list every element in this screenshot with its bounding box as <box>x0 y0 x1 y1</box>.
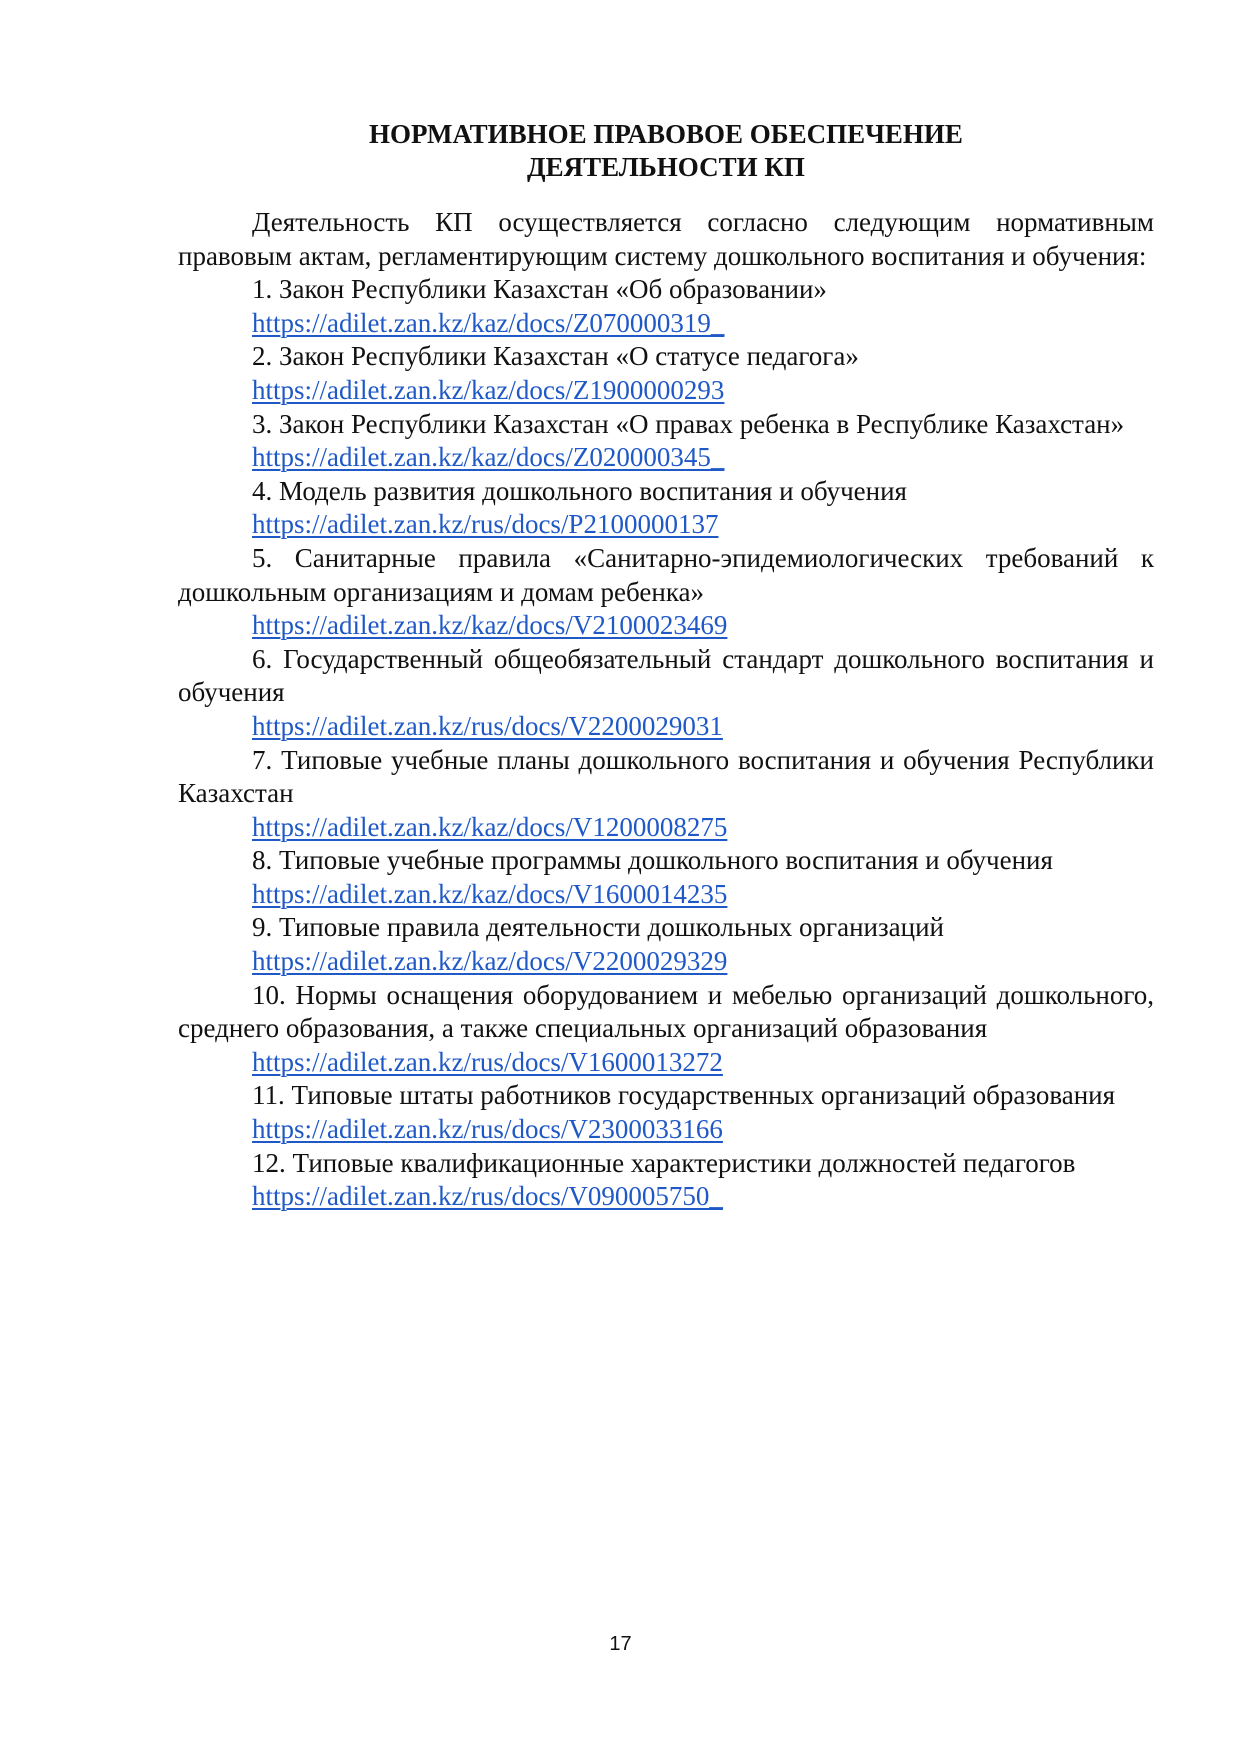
legal-act-item-3: 3. Закон Республики Казахстан «О правах ребенка в Республике Казахстан» <box>252 408 1125 439</box>
legal-act-link-12[interactable]: https://adilet.zan.kz/rus/docs/V090005750_ <box>252 1181 723 1212</box>
legal-act-link-1[interactable]: https://adilet.zan.kz/kaz/docs/Z070000319_ <box>252 307 725 338</box>
legal-act-link-8[interactable]: https://adilet.zan.kz/kaz/docs/V1600014235 <box>252 878 728 909</box>
page-number: 17 <box>609 1633 632 1655</box>
legal-act-link-11[interactable]: https://adilet.zan.kz/rus/docs/V2300033166 <box>252 1114 723 1145</box>
legal-act-item-12: 12. Типовые квалификационные характеристики должностей педагогов <box>252 1147 1076 1178</box>
legal-act-link-10[interactable]: https://adilet.zan.kz/rus/docs/V1600013272 <box>252 1046 723 1077</box>
document-title <box>178 118 1154 184</box>
legal-act-item-8: 8. Типовые учебные программы дошкольного воспитания и обучения <box>252 845 1053 876</box>
legal-act-item-2: 2. Закон Республики Казахстан «О статусе педагога» <box>252 341 859 372</box>
legal-act-item-10: 10. Нормы оснащения оборудованием и мебелью организаций дошкольного, среднего образования, а также специальных организаций образования <box>178 979 1154 1044</box>
title-line-2: ДЕЯТЕЛЬНОСТИ КП <box>527 152 805 182</box>
legal-act-link-3[interactable]: https://adilet.zan.kz/kaz/docs/Z020000345_ <box>252 442 725 473</box>
legal-act-link-7[interactable]: https://adilet.zan.kz/kaz/docs/V1200008275 <box>252 811 728 842</box>
legal-act-item-4: 4. Модель развития дошкольного воспитания и обучения <box>252 475 907 506</box>
legal-act-link-9[interactable]: https://adilet.zan.kz/kaz/docs/V2200029329 <box>252 946 728 977</box>
legal-act-link-5[interactable]: https://adilet.zan.kz/kaz/docs/V2100023469 <box>252 610 728 641</box>
intro-paragraph: Деятельность КП осуществляется согласно следующим нормативным правовым актам, регламентирующим систему дошкольного воспитания и обучения: <box>178 207 1154 271</box>
title-line-1: НОРМАТИВНОЕ ПРАВОВОЕ ОБЕСПЕЧЕНИЕ <box>369 119 963 149</box>
legal-act-item-7: 7. Типовые учебные планы дошкольного воспитания и обучения Республики Казахстан <box>178 744 1154 809</box>
legal-act-link-2[interactable]: https://adilet.zan.kz/kaz/docs/Z1900000293 <box>252 374 725 405</box>
legal-act-item-11: 11. Типовые штаты работников государственных организаций образования <box>252 1080 1116 1111</box>
legal-act-item-9: 9. Типовые правила деятельности дошкольных организаций <box>252 912 944 943</box>
legal-act-item-6: 6. Государственный общеобязательный стандарт дошкольного воспитания и обучения <box>178 643 1154 708</box>
legal-act-item-5: 5. Санитарные правила «Санитарно-эпидемиологических требований к дошкольным организациям и домам ребенка» <box>178 542 1154 607</box>
document-content <box>178 118 1154 1214</box>
legal-act-link-4[interactable]: https://adilet.zan.kz/rus/docs/P2100000137 <box>252 509 719 540</box>
legal-act-link-6[interactable]: https://adilet.zan.kz/rus/docs/V2200029031 <box>252 710 723 741</box>
legal-act-item-1: 1. Закон Республики Казахстан «Об образовании» <box>252 274 827 305</box>
